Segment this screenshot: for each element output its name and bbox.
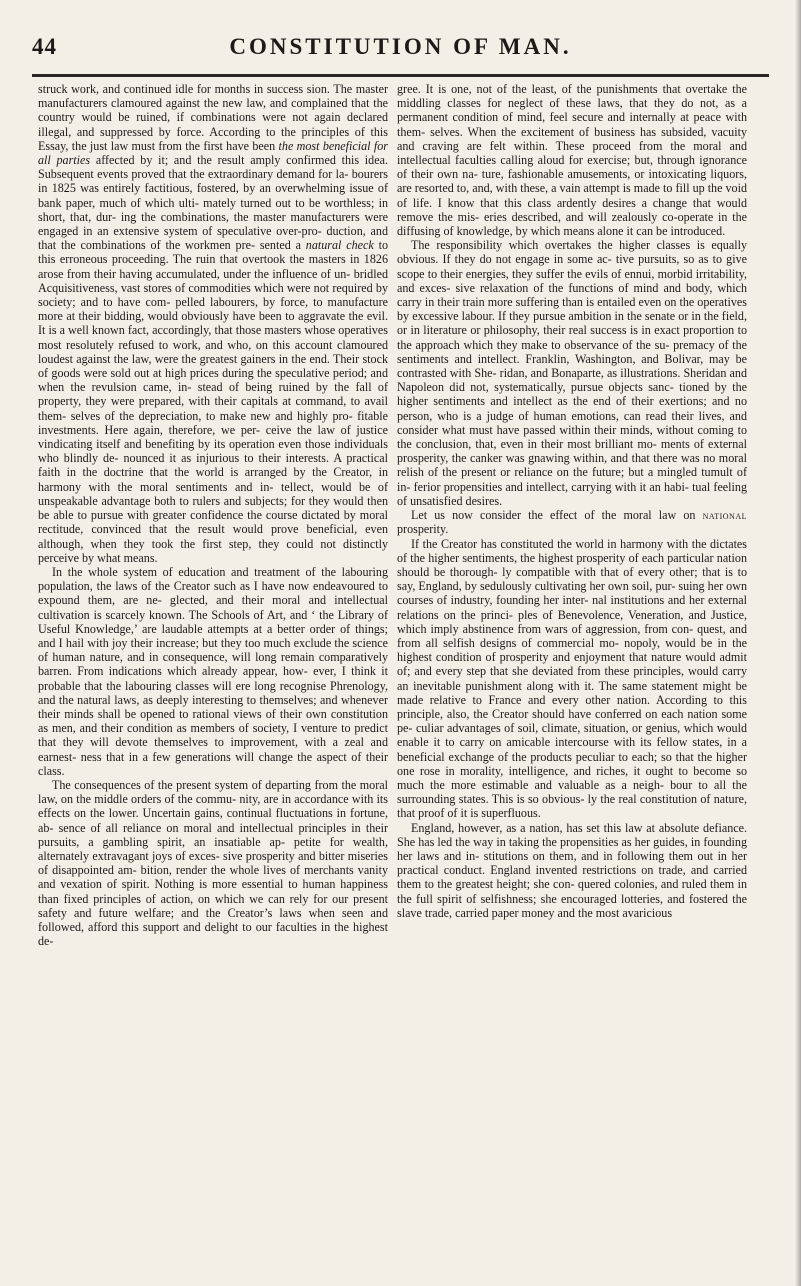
paragraph-text: to this erroneous proceeding. The ruin that overtook the masters in 1826 arose from their having accumulated, under the influence of un- bridled Acquisitiveness, vast stores of commodities which were not required by society; and to have com- pelled labourers, by force, to manufacture more at their bidding, would obviously have been to aggravate the evil. It is a well known fact, accordingly, that those masters whose operatives most resolutely refused to work, and who, on this account clamoured loudest against the law, were the greatest gainers in the end. Their stock of goods were sold out at high prices during the speculative period; and when the revulsion came, in- stead of being ruined by the fall of property, they were prepared, with their capitals at command, to avail them- selves of the depreciation, to make new and highly pro- fitable investments. Here again, therefore, we per- ceive the law of justice vindicating itself and benefiting by its operation even those individuals who blindly de- nounced it as injurious to their interests. A practical faith in the doctrine that the world is arranged by the Creator, in harmony with the moral sentiments and in- tellect, would be of unspeakable advantage both to rulers and subjects; for they would then be able to pursue with greater confidence the course dictated by moral rectitude, convinced that the result would prove beneficial, even although, when they took the first step, they could not distinctly perceive by what means. — [38, 238, 388, 565]
paragraph: In the whole system of education and treatment of the labouring population, the laws of the Creator such as I have now endeavoured to expound them, are ne- glected, and their moral and intellectual cultivation is scarcely known. The Schools of Art, and ‘ the Library of Useful Knowledge,’ are laudable attempts at a better order of things; and I hail with joy their increase; but they too much exclude the science of human nature, and in consequence, will long remain comparatively barren. From indications which already appear, how- ever, I think it probable that the labouring classes will ere long recognise Phrenology, and the natural laws, as deeply interesting to themselves; and whenever their minds shall be opened to rational views of their own constitution as men, and their condition as members of society, I venture to predict that they will devote themselves to improvement, with a zeal and earnest- ness that in a few generations will change the aspect of their class. — [38, 564, 388, 778]
paragraph: England, however, as a nation, has set this law at absolute defiance. She has led the way in taking the propensities as her guides, in founding her laws and in- stitutions on them, and in following them out in her practical conduct. England invented restrictions on trade, and carried them to the greatest height; she con- quered colonies, and ruled them in the full spirit of selfishness; she encouraged lotteries, and fostered the slave trade, carried paper money and the most avaricious — [397, 820, 747, 920]
running-title: CONSTITUTION OF MAN. — [229, 34, 572, 59]
paragraph: The responsibility which overtakes the higher classes is equally obvious. If they do not engage in some ac- tive pursuits, so as to give scope to their energies, they suffer the evils of ennui, morbid irritability, and exces- sive relaxation of the functions of mind and body, which carry in their train more suffering than is entailed even on the operatives by excessive labour. If they pursue ambition in the senate or in the field, or in literature or philosophy, their real success is in exact proportion to the approach which they make to observance of the su- premacy of the sentiments and intellect. Franklin, Washington, and Bolivar, may be contrasted with She- ridan, and Bonaparte, as illustrations. Sheridan and Napoleon did not, systematically, pursue objects sanc- tioned by the higher sentiments and intellect as the end of their exertions; and no person, who is a judge of human emotions, can read their lives, and consider what must have passed within their minds, without coming to the conclusion, that, even in their most brilliant mo- ments of external prosperity, the canker was gnawing within, and that there was no moral relish of the present or reliance on the future; but a mingled tumult of in- ferior propensities and intellect, carrying with it an habi- tual feeling of unsatisfied desires. — [397, 238, 747, 508]
scan-edge-shadow — [795, 0, 801, 1286]
emphasis-text: natural check — [305, 238, 374, 253]
paragraph-text: prosperity. — [397, 522, 449, 537]
paragraph-text: affected by it; and the result amply confirmed this idea. Subsequent events proved that the extraordinary demand for la- bourers in 1825 was entirely factitious, fostered, by an overwhelming issue of bank paper, much of which ulti- mately turned out to be worthless; in short, that, dur- ing the combinations, the master manufacturers were engaged in an extensive system of speculative over-pro- duction, and that the combinations of the workmen pre- sented a — [38, 153, 388, 253]
paragraph: gree. It is one, not of the least, of the punishments that overtake the middling classes for neglect of these laws, that they do not, as a permanent condition of mind, feel secure and internally at peace with them- selves. When the excitement of business has subsided, vacuity and craving are felt within. These proceed from the moral and intellectual faculties calling aloud for exercise; but, through ignorance of their own na- ture, fashionable amusements, or intoxicating liquors, are resorted to, and, with these, a vain attempt is made to fill up the void of life. I know that this class ardently desires a change that would remove the mis- eries described, and will zealously co-operate in the diffusing of knowledge, by which means alone it can be introduced. — [397, 82, 747, 239]
paragraph — [397, 508, 747, 536]
paragraph: The consequences of the present system of departing from the moral law, on the middle orders of the commu- nity, are in accordance with its effects on the lower. Uncertain gains, continual fluctuations in fortune, ab- sence of all reliance on moral and intellectual principles in their pursuits, a gambling spirit, an insatiable ap- petite for wealth, alternately extravagant joys of exces- sive prosperity and bitter miseries of disappointed am- bition, render the whole lives of merchants vanity and vexation of spirit. Nothing is more essential to human happiness than fixed principles of action, on which we can rely for our present safety and future welfare; and the Creator’s laws when seen and followed, afford this support and delight to our faculties in the highest de- — [38, 777, 388, 949]
right-column — [397, 82, 747, 920]
header-rule — [32, 74, 769, 77]
paragraph — [38, 82, 388, 565]
page-header — [28, 34, 773, 74]
emphasis-text: the most beneficial for all parties — [38, 138, 388, 168]
small-caps-text: national — [702, 508, 747, 523]
paragraph-text: struck work, and continued idle for months in success sion. The master manufacturers clamoured against the new law, and complained that the country would be ruined, if combinations were not again declared illegal, and suppressed by force. According to the principles of this Essay, the just law must from the first have been — [38, 82, 388, 153]
paragraph: If the Creator has constituted the world in harmony with the dictates of the higher sentiments, the highest prosperity of each particular nation should be thorough- ly compatible with that of every other; that is to say, England, by sedulously cultivating her own soil, pur- suing her own courses of industry, founding her inter- nal institutions and her external relations on the princi- ples of Benevolence, Veneration, and Justice, which imply abstinence from wars of aggression, from con- quest, and from all selfish designs of commercial mo- nopoly, would be in the highest condition of prosperity and enjoyment that nature would admit of; and every step that she deviated from these principles, would carry an inevitable punishment along with it. The same statement might be made relative to France and every other nation. According to this principle, also, the Creator should have conferred on each nation some pe- culiar advantages of soil, climate, situation, or genius, which would enable it to carry on amicable intercourse with its fellow states, in a beneficial exchange of the products peculiar to each; so that the higher one rose in morality, intelligence, and riches, it ought to become so much the more estimable and valuable as a neigh- bour to all the surrounding states. This is so obvious- ly the real constitution of nature, that proof of it is superfluous. — [397, 536, 747, 821]
left-column — [38, 82, 388, 948]
paragraph-text: Let us now consider the effect of the moral law on — [411, 508, 696, 523]
page-number: 44 — [32, 34, 57, 59]
